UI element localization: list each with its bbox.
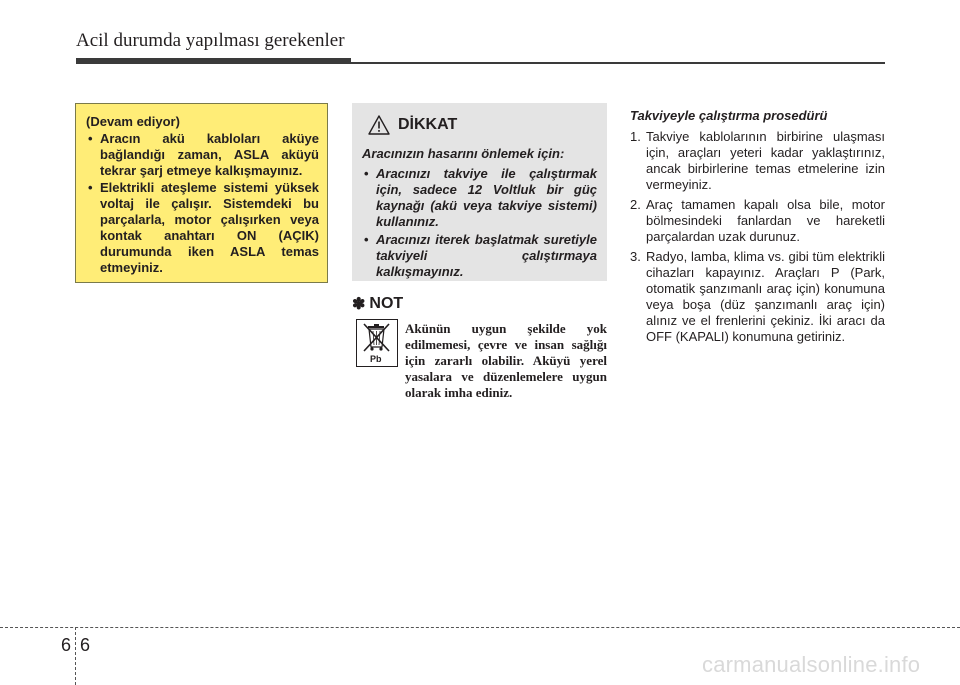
caution-box [352, 103, 607, 281]
step-text: Radyo, lamba, klima vs. gibi tüm elektrikli cihazları kapayınız. Araçları P (Park, otomatik şanzımanlı araç için) konumuna veya boşa (düz şanzımanlı araç için) alınız ve el frenlerini çekiniz. İki aracı da OFF (KAPALI) konumuna getiriniz. [646, 249, 885, 344]
footer-divider [0, 627, 960, 628]
procedure-step [630, 249, 885, 345]
step-number: 3. [630, 249, 641, 264]
note-star-icon: ✽ [352, 296, 366, 313]
procedure-title: Takviyeyle çalıştırma prosedürü [630, 108, 828, 123]
note-title: NOT [369, 295, 404, 312]
footer-vertical-divider [75, 627, 76, 685]
step-text: Araç tamamen kapalı olsa bile, motor bölmesindeki fanlardan ve hareketli parçalardan uzak durunuz. [646, 197, 885, 244]
procedure-step [630, 129, 885, 193]
warning-continued-box [75, 103, 328, 283]
warning-list [86, 131, 319, 276]
caution-item: • Aracınızı takviye ile çalıştırmak için, sadece 12 Voltluk bir güç kaynağı (akü veya takviye sistemi) kullanınız. [362, 166, 597, 230]
page-number: 6 [80, 635, 91, 655]
running-header: Acil durumda yapılması gerekenler [76, 30, 345, 51]
step-number: 1. [630, 129, 641, 144]
warning-item: • Elektrikli ateşleme sistemi yüksek voltaj ile çalışır. Sistemdeki bu parçalarla, motor çalışırken veya kontak anahtarı ON (AÇIK) durumunda iken ASLA temas etmeyiniz. [86, 180, 319, 276]
warning-triangle-icon [368, 115, 390, 135]
pb-label: Pb [370, 354, 382, 364]
watermark: carmanualsonline.info [702, 652, 921, 677]
section-number: 6 [61, 635, 72, 655]
step-text: Takviye kablolarının birbirine ulaşması için, araçları yeteri kadar yaklaştırınız, ancak birbirlerine temas etmelerine izin vermeyiniz. [646, 129, 885, 192]
step-number: 2. [630, 197, 641, 212]
caution-lead: Aracınızın hasarını önlemek için: [362, 146, 565, 161]
note-header [352, 294, 403, 314]
caution-title: DİKKAT [398, 116, 458, 133]
caution-header [368, 113, 597, 137]
warning-continued-heading: (Devam ediyor) [86, 114, 180, 129]
header-rule-thick [76, 58, 351, 64]
warning-item: • Aracın akü kabloları aküye bağlandığı zaman, ASLA aküyü tekrar şarj etmeye kalkışmayınız. [86, 131, 319, 179]
procedure-steps [630, 129, 885, 345]
header-rule-thin [351, 62, 885, 64]
caution-item: • Aracınızı iterek başlatmak suretiyle takviyeli çalıştırmaya kalkışmayınız. [362, 232, 597, 280]
procedure-step [630, 197, 885, 245]
battery-disposal-pb-icon [356, 319, 398, 367]
note-text: Akünün uygun şekilde yok edilmemesi, çevre ve insan sağlığı için zararlı olabilir. Aküyü yerel yasalara ve düzenlemelere uygun olarak imha ediniz. [405, 321, 607, 400]
jump-start-procedure [630, 108, 885, 349]
caution-list [362, 166, 597, 280]
